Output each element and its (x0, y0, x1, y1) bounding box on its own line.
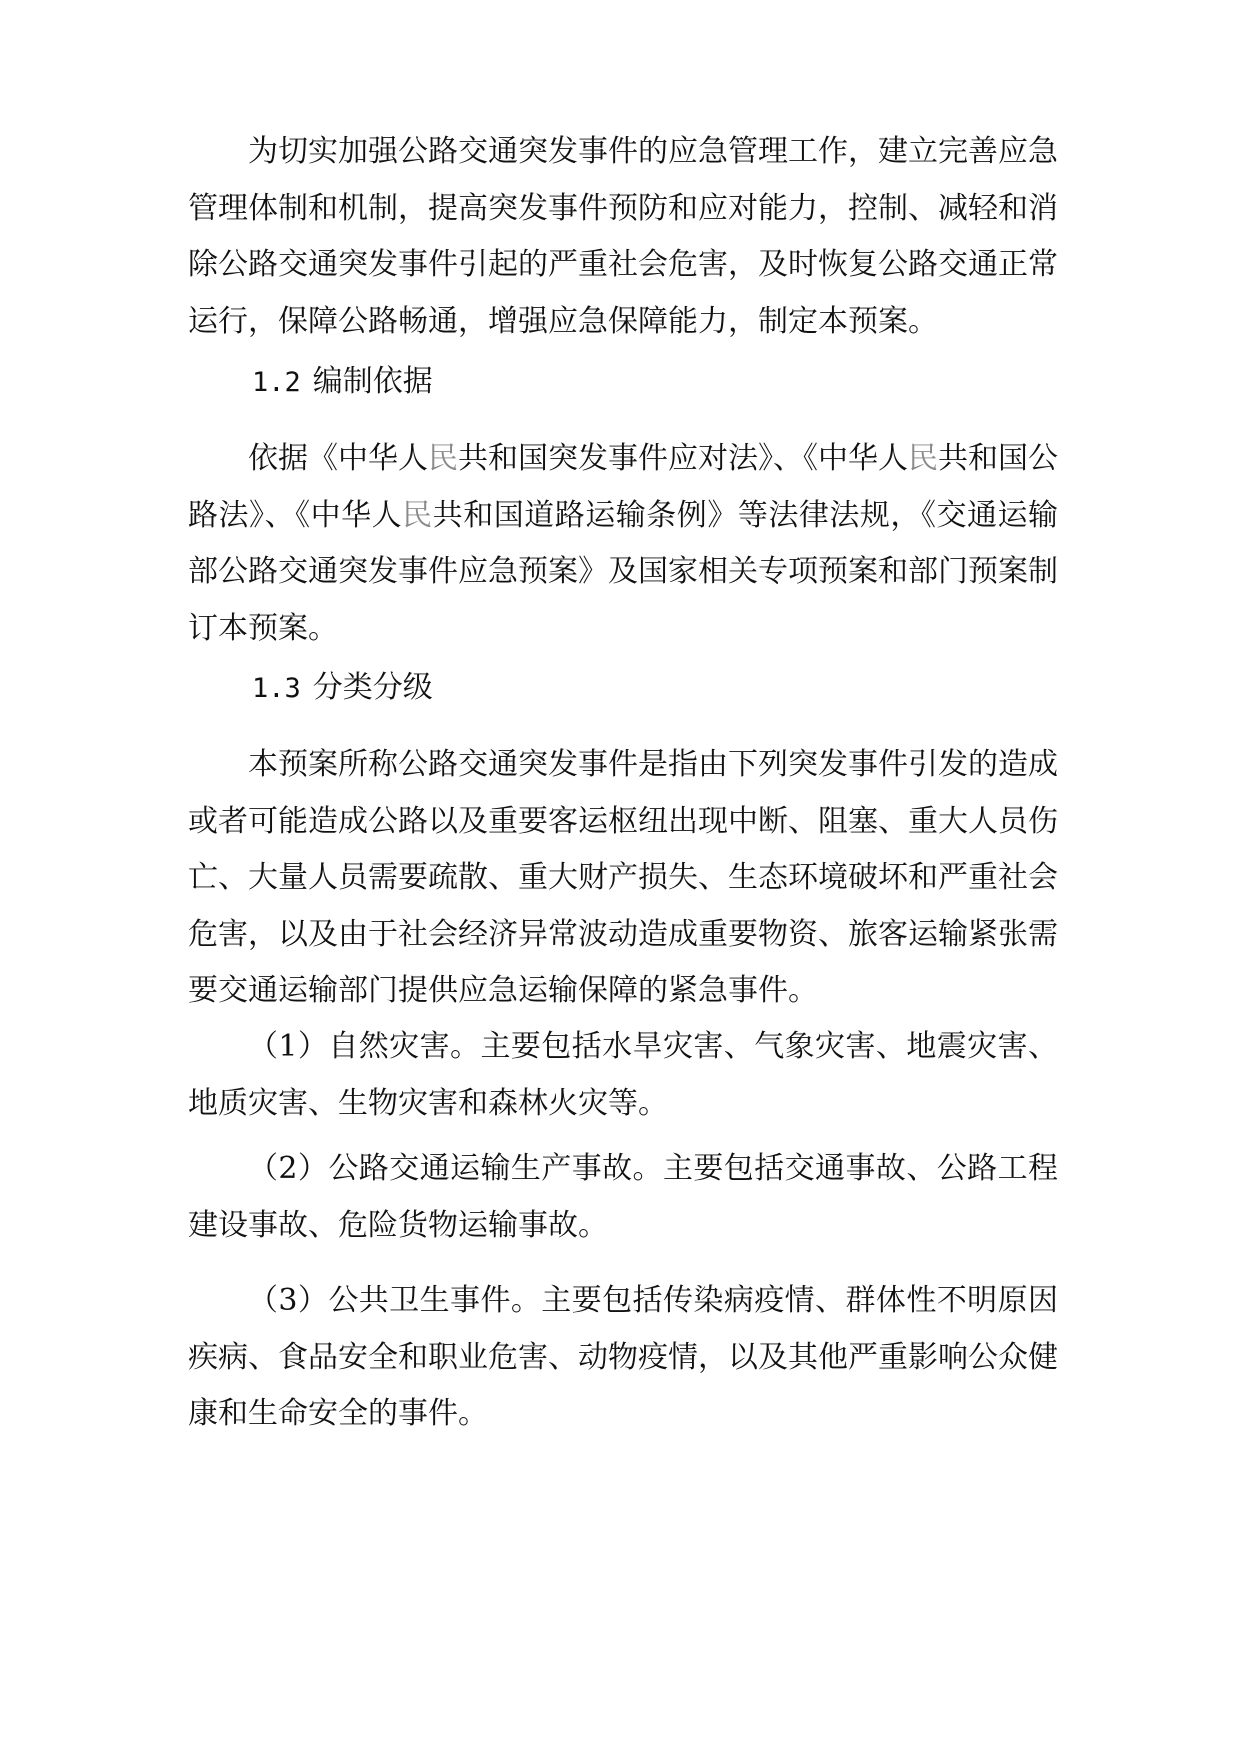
section-number: 1.2 (252, 367, 301, 398)
list-item-public-health: （3）公共卫生事件。主要包括传染病疫情、群体性不明原因疾病、食品安全和职业危害、动物疫情，以及其他严重影响公众健康和生命安全的事件。 (188, 1283, 1058, 1431)
section-heading-basis (252, 354, 433, 412)
list-item-natural-disasters: （1）自然灾害。主要包括水旱灾害、气象灾害、地震灾害、地质灾害、生物灾害和森林火灾等。 (188, 1029, 1058, 1121)
highlighted-character: 民 (908, 441, 938, 476)
section-title: 编制依据 (312, 364, 433, 399)
text-segment: 共和国公路法》、《中华人 (188, 441, 1058, 533)
highlighted-character: 民 (402, 497, 433, 533)
list-item-production-accidents: （2）公路交通运输生产事故。主要包括交通事故、公路工程建设事故、危险货物运输事故。 (188, 1151, 1058, 1243)
text-segment: 依据《中华人 (248, 441, 428, 476)
section-number: 1.3 (252, 673, 301, 704)
section-heading-classification (252, 660, 433, 718)
paragraph-basis (188, 431, 1058, 657)
section-title: 分类分级 (312, 670, 433, 705)
highlighted-character: 民 (428, 441, 458, 476)
paragraph-definition: 本预案所称公路交通突发事件是指由下列突发事件引发的造成或者可能造成公路以及重要客运枢纽出现中断、阻塞、重大人员伤亡、大量人员需要疏散、重大财产损失、生态环境破坏和严重社会危害，以及由于社会经济异常波动造成重要物资、旅客运输紧张需要交通运输部门提供应急运输保障的紧急事件。 (188, 747, 1058, 1008)
paragraph-purpose: 为切实加强公路交通突发事件的应急管理工作，建立完善应急管理体制和机制，提高突发事件预防和应对能力，控制、减轻和消除公路交通突发事件引起的严重社会危害，及时恢复公路交通正常运行，保障公路畅通，增强应急保障能力，制定本预案。 (188, 134, 1058, 339)
text-segment: 共和国突发事件应对法》、《中华人 (458, 441, 908, 476)
text-segment: 共和国道路运输条例》等法律法规，《交通运输部公路交通突发事件应急预案》及国家相关专项预案和部门预案制订本预案。 (188, 497, 1059, 646)
